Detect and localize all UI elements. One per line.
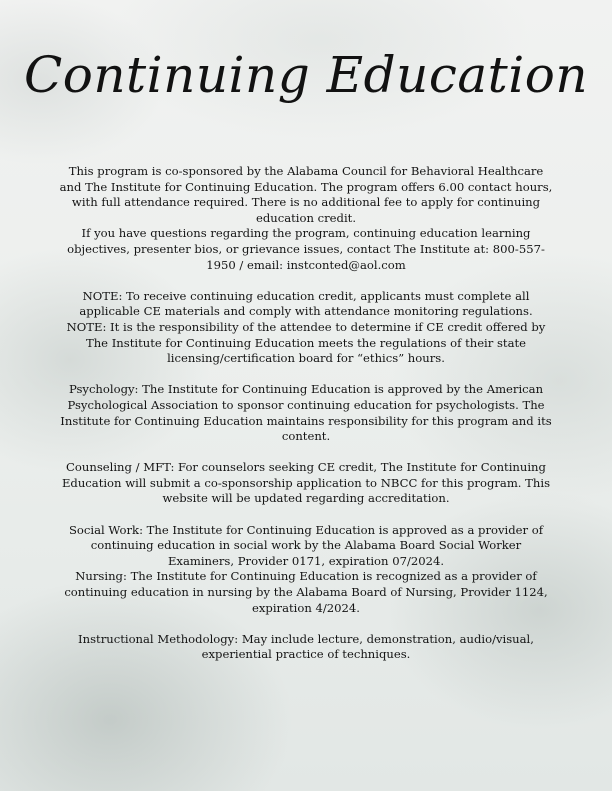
page-title: Continuing Education [23,46,589,104]
nursing-paragraph: Nursing: The Institute for Continuing Education is recognized as a provider of continuing education in nursing by the Alabama Board of Nursing, Provider 1124, expiration 4/2024. [64,569,548,615]
note-ethics-paragraph: NOTE: It is the responsibility of the attendee to determine if CE credit offered by The Institute for Continuing Education meets the regulations of their state licensing/certification board for “ethics” hours. [66,319,546,366]
counseling-paragraph: Counseling / MFT: For counselors seeking CE credit, The Institute for Continuing Education will submit a co-sponsorship application to NBCC for this program. This website will be updated regarding accreditation. [61,460,551,506]
questions-paragraph: If you have questions regarding the program, continuing education learning objectives, presenter bios, or grievance issues, contact The Institute at: 800-557-1950 / email: instconted@aol.com [67,226,545,272]
psychology-paragraph: Psychology: The Institute for Continuing Education is approved by the American Psychological Association to sponsor continuing education for psychologists. The Institute for Continuing Education maintains responsibility for this program and its content. [60,382,552,444]
intro-paragraph: This program is co-sponsored by the Alabama Council for Behavioral Healthcare and The Institute for Continuing Education. The program offers 6.00 contact hours, with full attendance required. There is no additional fee to apply for continuing education credit. [59,164,553,225]
social-work-paragraph: Social Work: The Institute for Continuing Education is approved as a provider of continuing education in social work by the Alabama Board Social Worker Examiners, Provider 0171, expiration 07/2024. [68,522,544,568]
methodology-paragraph: Instructional Methodology: May include lecture, demonstration, audio/visual, experiential practice of techniques. [78,631,534,662]
document-body [58,164,554,663]
note-attendance-paragraph: NOTE: To receive continuing education credit, applicants must complete all applicable CE materials and comply with attendance monitoring regulations. [79,288,533,319]
